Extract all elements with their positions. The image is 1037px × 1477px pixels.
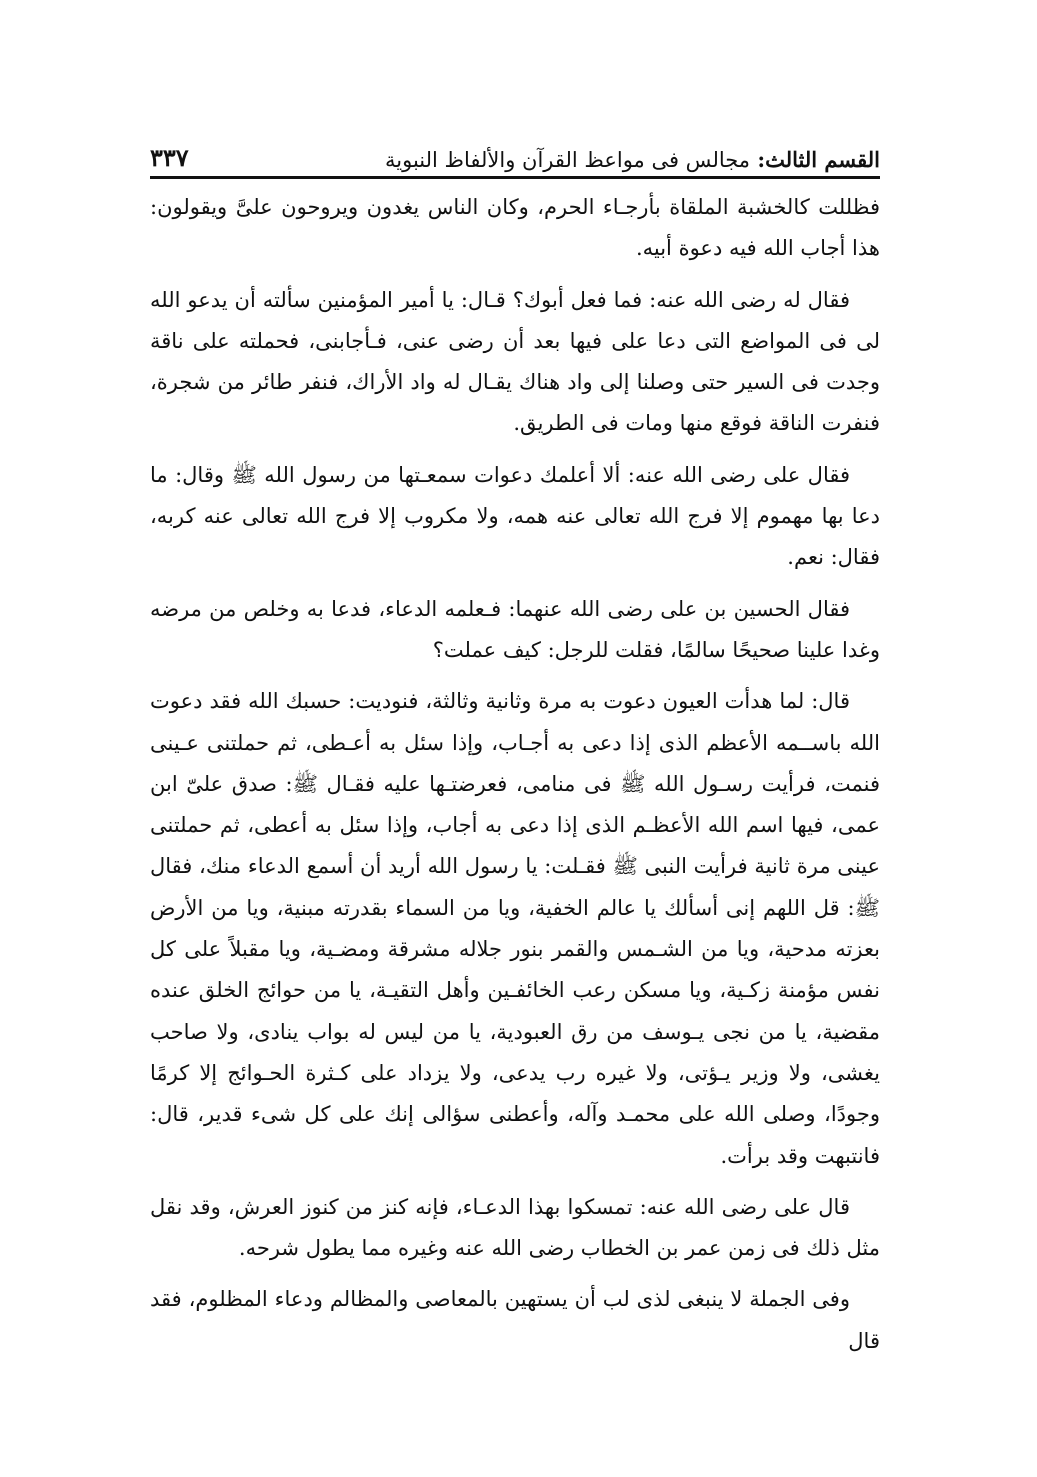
section-label: القسم الثالث: bbox=[757, 147, 880, 172]
section-subtitle: مجالس فى مواعظ القرآن والألفاظ النبوية bbox=[385, 148, 751, 172]
page-number: ٣٣٧ bbox=[150, 143, 189, 172]
book-page bbox=[150, 130, 880, 1372]
paragraph: فقال له رضى الله عنه: فما فعل أبوك؟ قـال: يا أمير المؤمنين سألته أن يدعو الله لى فى المواضع التى دعا على فيها بعد أن رضى عنى، فـأجابنى، فحملته على ناقة وجدت فى السير حتى وصلنا إلى واد هناك يقـال له واد الأراك، فنفر طائر من شجرة، فنفرت الناقة فوقع منها ومات فى الطريق. bbox=[150, 287, 880, 436]
paragraph: فقال على رضى الله عنه: ألا أعلمك دعوات سمعـتها من رسول الله ﷺ وقال: ما دعا بها مهموم إلا فرج الله تعالى عنه همه، ولا مكروب إلا فرج الله تعالى عنه كربه، فقال: نعم. bbox=[150, 462, 880, 570]
running-title bbox=[385, 147, 880, 172]
paragraph: فقال الحسين بن على رضى الله عنهما: فـعلمه الدعاء، فدعا به وخلص من مرضه وغدا علينا صحيحًا سالمًا، فقلت للرجل: كيف عملت؟ bbox=[150, 596, 880, 662]
paragraph: قال على رضى الله عنه: تمسكوا بهذا الدعـاء، فإنه كنز من كنوز العرش، وقد نقل مثل ذلك فى زمن عمر بن الخطاب رضى الله عنه وغيره مما يطول شرحه. bbox=[150, 1194, 880, 1261]
paragraph: قال: لما هدأت العيون دعوت به مرة وثانية وثالثة، فنوديت: حسبك الله فقد دعوت الله باســمه الأعظم الذى إذا دعى به أجـاب، وإذا سئل به أعـطى، ثم حملتنى عـينى فنمت، فرأيت رسـول الله ﷺ فى منامى، فعرضتـها عليه فقـال ﷺ: صدق علىّ ابن عمى، فيها اسم الله الأعظـم الذى إذا دعى به أجاب، وإذا سئل به أعطى، ثم حملتنى عينى مرة ثانية فرأيت النبى ﷺ فقـلت: يا رسول الله أريد أن أسمع الدعاء منك، فقال ﷺ: قل اللهم إنى أسألك يا عالم الخفية، ويا من السماء بقدرته مبنية، ويا من الأرض بعزته مدحية، ويا من الشـمس والقمر بنور جلاله مشرقة ومضـية، ويا مقبلاً على كل نفس مؤمنة زكـية، ويا مسكن رعب الخائفـين وأهل التقيـة، يا من حوائج الخلق عنده مقضية، يا من نجى يـوسف من رق العبودية، يا من ليس له بواب ينادى، ولا صاحب يغشى، ولا وزير يـؤتى، ولا غيره رب يدعى، ولا يزداد على كـثرة الحـوائج إلا كرمًا وجودًا، وصلى الله على محمـد وآله، وأعطنى سؤالى إنك على كل شىء قدير، قال: فانتبهت وقد برأت. bbox=[150, 689, 880, 1168]
paragraph: وفى الجملة لا ينبغى لذى لب أن يستهين بالمعاصى والمظالم ودعاء المظلوم، فقد قال bbox=[150, 1287, 880, 1353]
running-header bbox=[150, 130, 880, 179]
page-body bbox=[150, 187, 880, 1362]
paragraph: فظللت كالخشبة الملقاة بأرجـاء الحرم، وكان الناس يغدون ويروحون علىَّ ويقولون: هذا أجاب الله فيه دعوة أبيه. bbox=[150, 195, 880, 261]
